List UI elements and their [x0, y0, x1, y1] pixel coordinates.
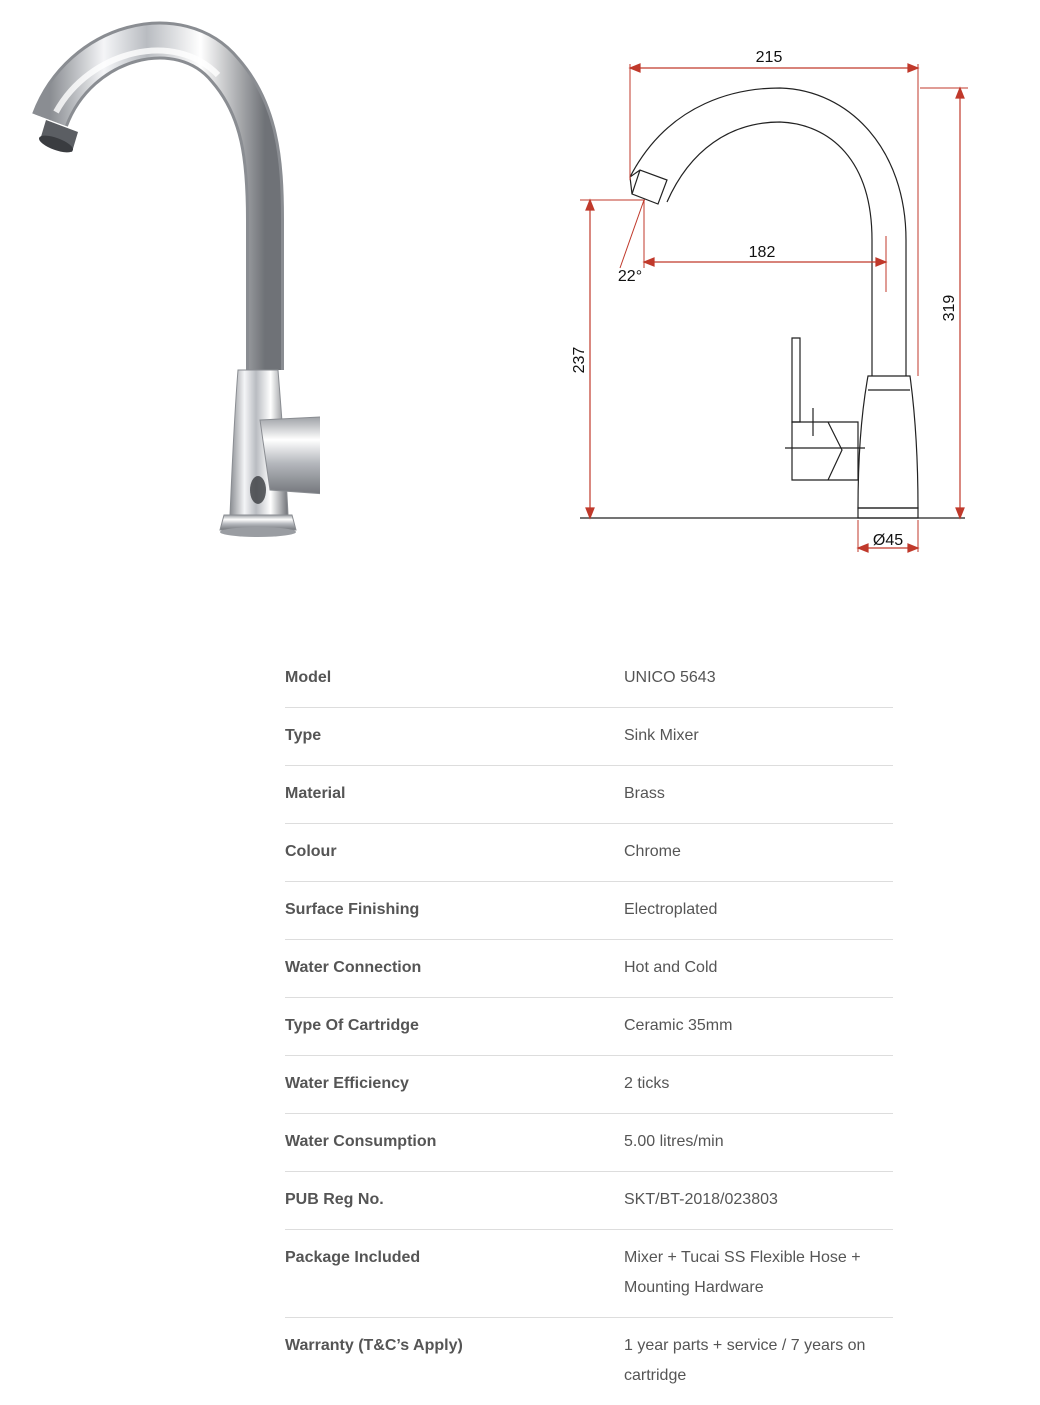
dim-spout-height: 237	[571, 347, 588, 374]
spec-label: Material	[285, 766, 624, 824]
spec-row	[285, 708, 893, 766]
spec-row	[285, 940, 893, 998]
spec-label: Package Included	[285, 1230, 624, 1318]
dim-spout-reach: 182	[749, 244, 776, 261]
spec-label: Type	[285, 708, 624, 766]
spec-table	[285, 650, 893, 1405]
spec-value: 2 ticks	[624, 1056, 893, 1114]
product-photo	[20, 20, 320, 540]
spec-value: 5.00 litres/min	[624, 1114, 893, 1172]
spec-value: Hot and Cold	[624, 940, 893, 998]
spec-row	[285, 1114, 893, 1172]
spec-row	[285, 882, 893, 940]
spec-row	[285, 1318, 893, 1405]
spec-value: Sink Mixer	[624, 708, 893, 766]
spec-value: Electroplated	[624, 882, 893, 940]
spec-value: UNICO 5643	[624, 650, 893, 708]
spec-label: Water Consumption	[285, 1114, 624, 1172]
spec-label: Type Of Cartridge	[285, 998, 624, 1056]
spec-value: Ceramic 35mm	[624, 998, 893, 1056]
spec-value: Brass	[624, 766, 893, 824]
dim-overall-width: 215	[756, 49, 783, 66]
dim-overall-height: 319	[941, 295, 958, 322]
spec-value: SKT/BT-2018/023803	[624, 1172, 893, 1230]
spec-row	[285, 766, 893, 824]
dim-angle: 22°	[618, 268, 642, 285]
spec-row	[285, 1230, 893, 1318]
spec-label: Water Connection	[285, 940, 624, 998]
spec-value: Chrome	[624, 824, 893, 882]
spec-label: PUB Reg No.	[285, 1172, 624, 1230]
spec-row	[285, 1056, 893, 1114]
technical-drawing	[560, 40, 1000, 570]
spec-row	[285, 650, 893, 708]
spec-value: Mixer + Tucai SS Flexible Hose + Mounting Hardware	[624, 1230, 893, 1318]
spec-row	[285, 1172, 893, 1230]
spec-label: Water Efficiency	[285, 1056, 624, 1114]
spec-row	[285, 998, 893, 1056]
spec-label: Warranty (T&C’s Apply)	[285, 1318, 624, 1405]
spec-label: Surface Finishing	[285, 882, 624, 940]
spec-label: Colour	[285, 824, 624, 882]
dim-base-diameter: Ø45	[873, 532, 903, 549]
spec-label: Model	[285, 650, 624, 708]
spec-value: 1 year parts + service / 7 years on cartridge	[624, 1318, 893, 1405]
spec-row	[285, 824, 893, 882]
